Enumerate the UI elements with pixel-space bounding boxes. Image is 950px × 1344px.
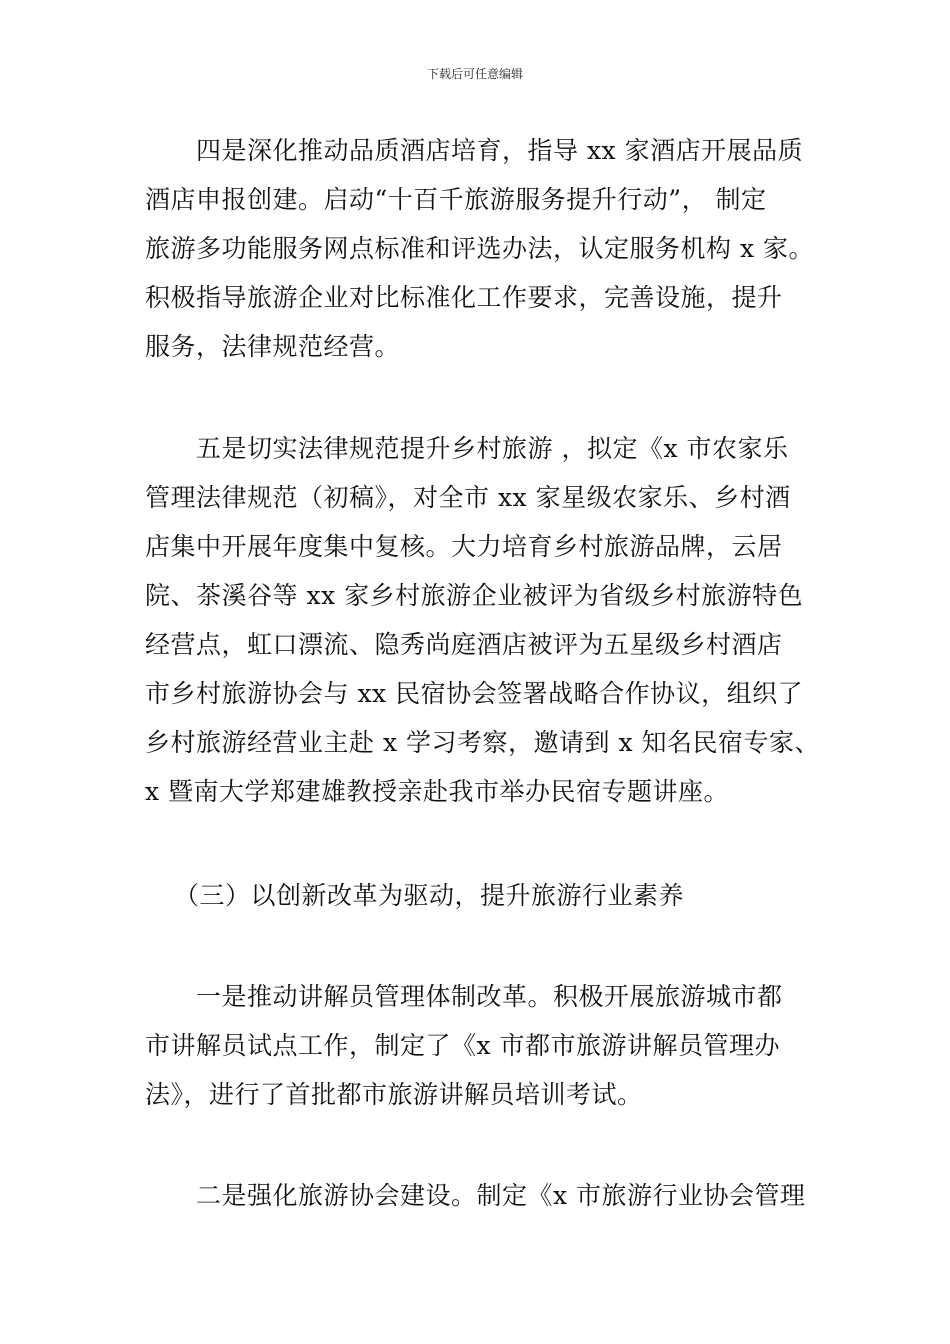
text-line: 积极指导旅游企业对比标准化工作要求，完善设施，提升 [145,283,783,312]
text-line: 一是推动讲解员管理体制改革。积极开展旅游城市都 [196,982,783,1011]
text-line: 四是深化推动品质酒店培育，指导 xx 家酒店开展品质 [196,136,804,165]
text-line: 市讲解员试点工作，制定了《x 市都市旅游讲解员管理办 [145,1031,781,1060]
text-line: 院、茶溪谷等 xx 家乡村旅游企业被评为省级乡村旅游特色 [145,581,804,610]
text-line: 店集中开展年度集中复核。大力培育乡村旅游品牌，云居 [145,532,783,561]
paragraph-3 [145,972,825,1119]
paragraph-1 [145,126,825,371]
text-line: 经营点，虹口漂流、隐秀尚庭酒店被评为五星级乡村酒店 [145,630,783,659]
text-line: 旅游多功能服务网点标准和评选办法，认定服务机构 x 家。 [145,234,814,263]
text-line: 法》，进行了首批都市旅游讲解员培训考试。 [145,1080,643,1109]
paragraph-4 [145,1171,825,1220]
text-line: 服务，法律规范经营。 [145,332,401,361]
section-heading [145,871,825,920]
text-line: 二是强化旅游协会建设。制定《x 市旅游行业协会管理 [196,1181,806,1210]
paragraph-2 [145,424,825,816]
text-line: 市乡村旅游协会与 xx 民宿协会签署战略合作协议，组织了 [145,679,804,708]
text-line: x 暨南大学郑建雄教授亲赴我市举办民宿专题讲座。 [145,777,730,806]
text-line: 管理法律规范（初稿》，对全市 xx 家星级农家乐、乡村酒 [145,483,791,512]
section-heading-text: （三）以创新改革为驱动，提升旅游行业素养 [174,881,685,910]
page-header: 下载后可任意编辑 [426,67,523,81]
text-line: 五是切实法律规范提升乡村旅游 ，拟定《x 市农家乐 [196,434,789,463]
text-line: 乡村旅游经营业主赴 x 学习考察，邀请到 x 知名民宿专家、 [145,728,820,757]
text-line: 酒店申报创建。启动“十百千旅游服务提升行动”， 制定 [145,185,767,214]
